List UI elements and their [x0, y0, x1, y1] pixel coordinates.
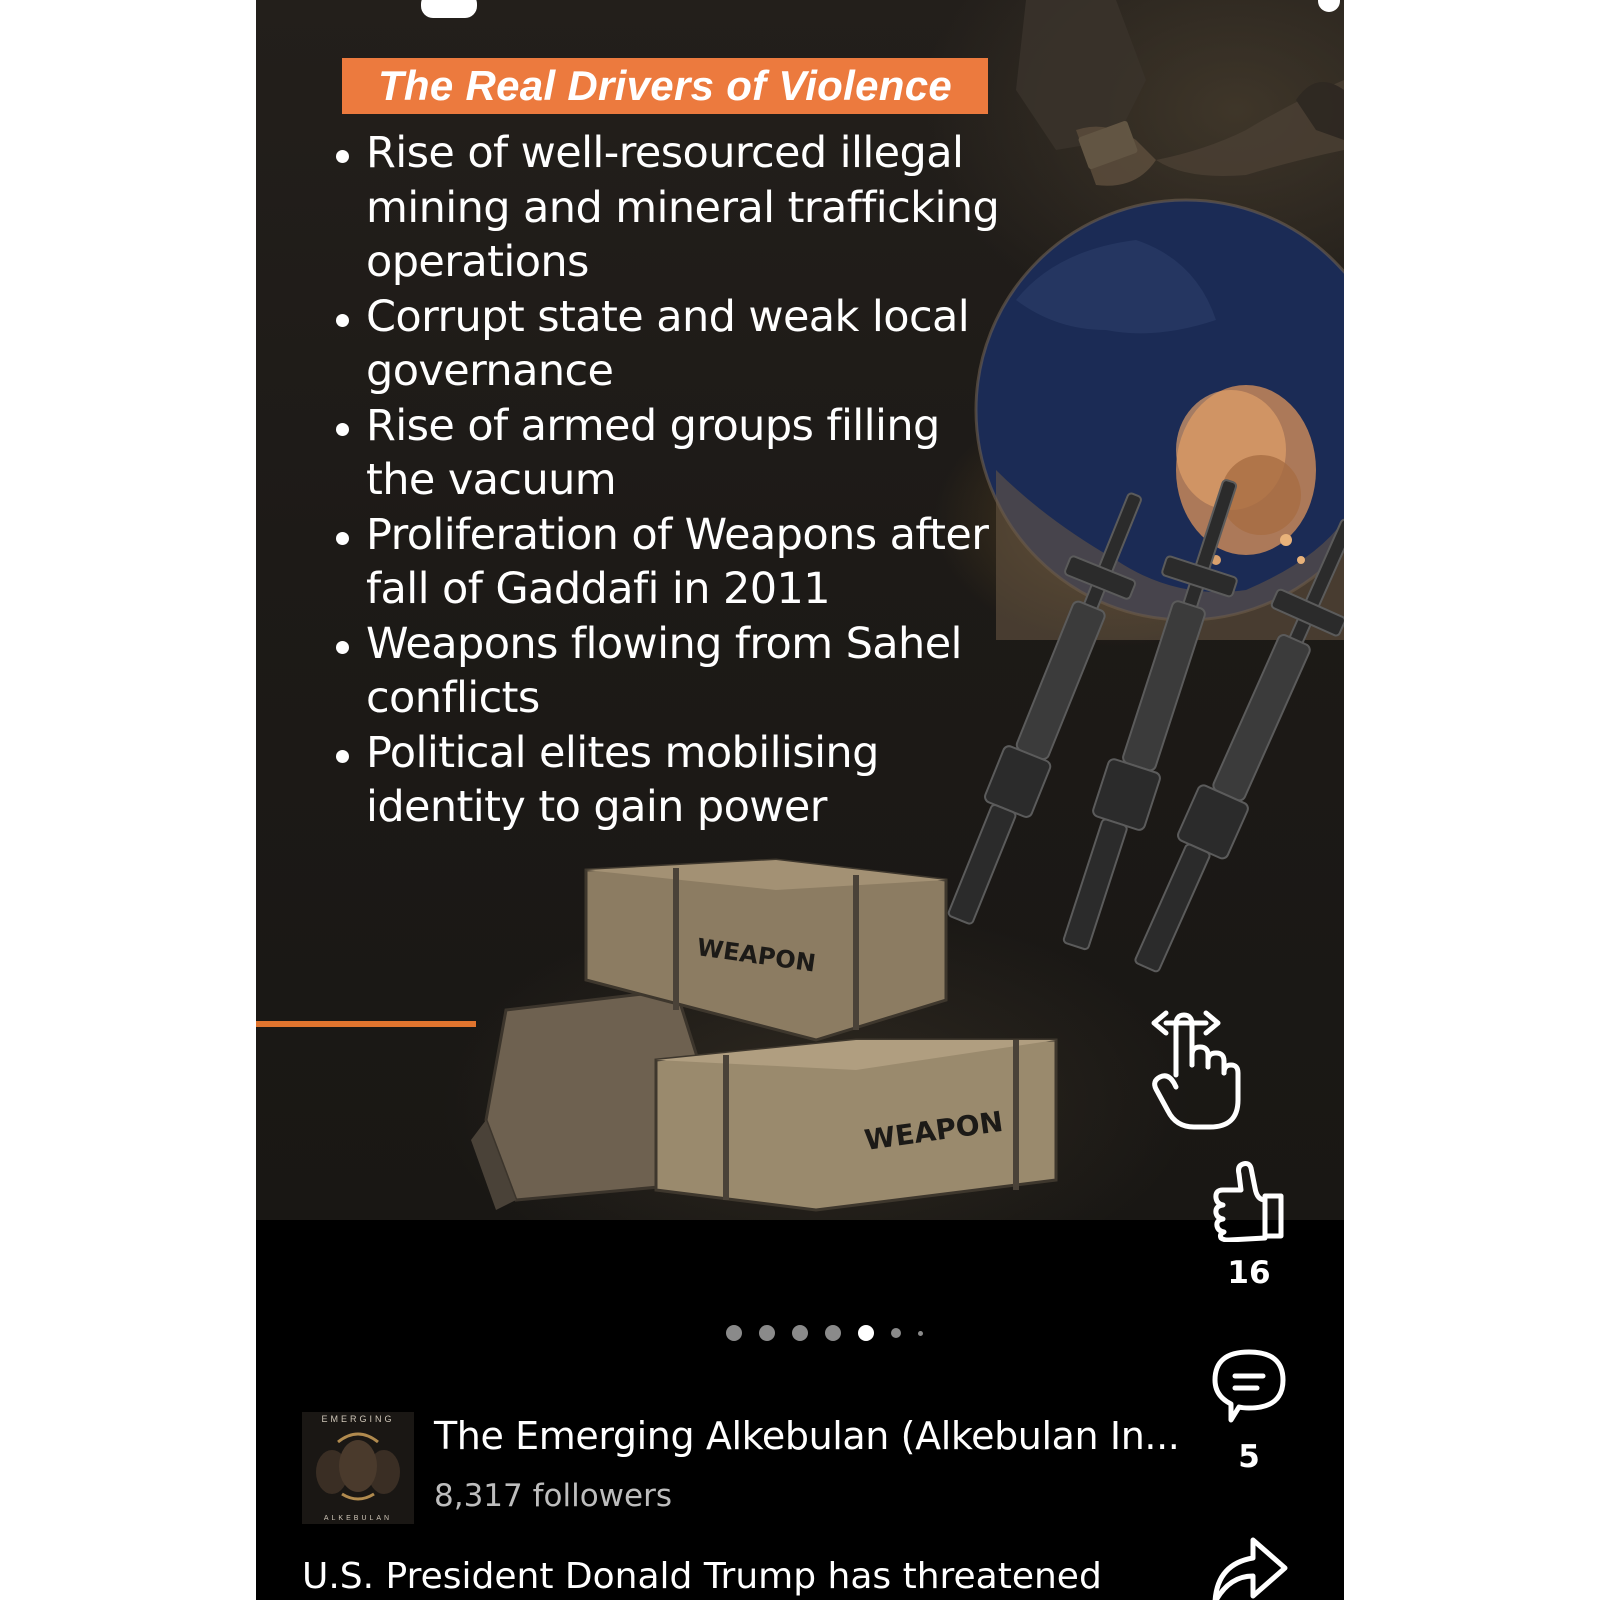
bullet-dot: [336, 750, 349, 763]
bullet-line: Political elites mobilising: [366, 727, 879, 778]
share-icon[interactable]: [1207, 1524, 1291, 1600]
like-count: 16: [1227, 1255, 1271, 1291]
comment-icon[interactable]: [1209, 1346, 1289, 1426]
post-title: The Real Drivers of Violence: [377, 62, 953, 109]
list-item: [336, 399, 1016, 508]
thumbs-up-icon[interactable]: [1209, 1160, 1289, 1242]
bullet-line: the vacuum: [366, 455, 617, 505]
bullet-dot: [336, 532, 349, 545]
swipe-hand-icon: [1146, 1005, 1246, 1135]
bullet-line: Rise of armed groups filling: [366, 400, 940, 451]
comment-action[interactable]: [1194, 1346, 1304, 1475]
page-dot[interactable]: [891, 1328, 901, 1338]
bullet-line: Corrupt state and weak local: [366, 291, 970, 342]
share-action[interactable]: [1194, 1524, 1304, 1600]
like-action[interactable]: [1194, 1160, 1304, 1291]
list-item: [336, 290, 1016, 399]
avatar[interactable]: [302, 1412, 414, 1524]
hands-exchange-graphic: [1016, 0, 1344, 186]
post-screen: [256, 0, 1344, 1600]
bullet-dot: [336, 150, 349, 163]
page-dot[interactable]: [759, 1325, 775, 1341]
carousel-pager[interactable]: [726, 1322, 923, 1344]
crate-label-bottom: WEAPON: [862, 1104, 1006, 1157]
bullet-line: fall of Gaddafi in 2011: [366, 564, 831, 614]
bullet-dot: [336, 423, 349, 436]
page-dot[interactable]: [726, 1325, 742, 1341]
avatar-faces-graphic: [302, 1412, 414, 1524]
accent-divider: [256, 1021, 476, 1027]
page-dot-active[interactable]: [858, 1325, 874, 1341]
avatar-brand-top: EMERGING: [321, 1414, 395, 1424]
bullet-line: Rise of well-resourced illegal: [366, 128, 964, 178]
bullet-dot: [336, 314, 349, 327]
bullet-line: mining and mineral trafficking: [366, 182, 1000, 233]
post-image[interactable]: [256, 0, 1344, 1220]
comment-count: 5: [1238, 1439, 1260, 1475]
follower-count: 8,317 followers: [434, 1478, 672, 1514]
bullet-line: operations: [366, 237, 589, 287]
bullet-line: governance: [366, 346, 614, 396]
list-item: [336, 617, 1016, 726]
post-caption[interactable]: U.S. President Donald Trump has threatened: [302, 1556, 1102, 1597]
crate-label-top: WEAPON: [695, 933, 818, 978]
author-row[interactable]: [302, 1412, 1180, 1524]
drivers-list: [336, 126, 1016, 835]
list-item: [336, 508, 1016, 617]
page-dot[interactable]: [918, 1331, 923, 1336]
page-dot[interactable]: [825, 1325, 841, 1341]
page-dot[interactable]: [792, 1325, 808, 1341]
globe-graphic: [976, 200, 1344, 640]
list-item: [336, 726, 1016, 835]
bullet-line: Weapons flowing from Sahel: [366, 618, 962, 669]
avatar-brand-bottom: ALKEBULAN: [323, 1515, 393, 1522]
list-item: [336, 126, 1016, 290]
bullet-line: conflicts: [366, 673, 540, 723]
bullet-line: Proliferation of Weapons after: [366, 509, 989, 560]
author-name[interactable]: The Emerging Alkebulan (Alkebulan In...: [434, 1414, 1180, 1458]
bullet-dot: [336, 641, 349, 654]
post-title-banner: [342, 58, 988, 114]
bullet-line: identity to gain power: [366, 782, 827, 832]
